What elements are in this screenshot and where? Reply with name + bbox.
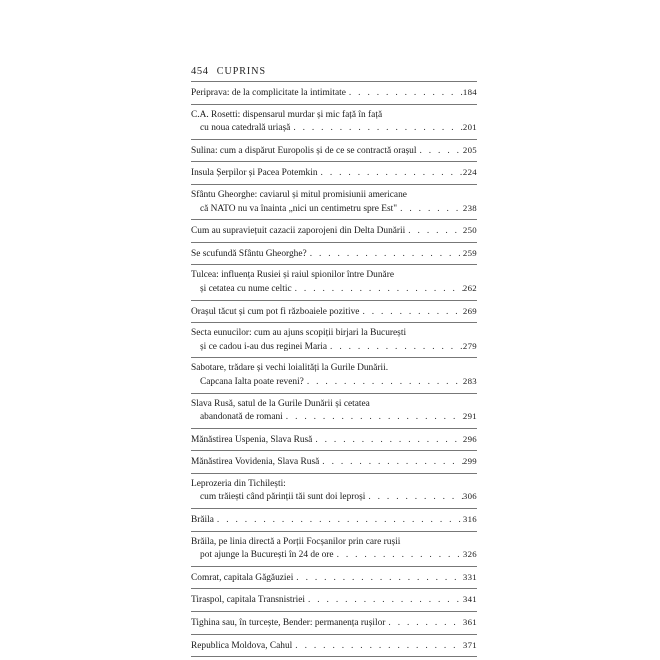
toc-entry-title-line: Tiraspol, capitala Transnistriei [191, 595, 305, 606]
dot-leader [416, 145, 462, 158]
toc-entry [191, 219, 477, 242]
section-title: CUPRINS [216, 66, 267, 77]
toc-entry [191, 322, 477, 357]
dot-leader [327, 341, 463, 354]
toc-entry-page-number: 259 [462, 247, 477, 258]
toc-entry-page-number: 279 [462, 340, 477, 351]
toc-entry-page-number: 361 [462, 617, 477, 628]
toc-entry-title-line: Leprozeria din Tichilești: [191, 478, 286, 489]
toc-entry-title-line: Tighina sau, în turcește, Bender: permanența rușilor [191, 618, 386, 629]
dot-leader [405, 225, 463, 238]
toc-entry [191, 81, 477, 104]
toc-entry-title-line: cum trăiești când părinții tăi sunt doi leproși [200, 492, 366, 503]
toc-entry-title-line: Mănăstirea Uspenia, Slava Rusă [191, 434, 313, 445]
toc-entry-title-line: că NATO nu va înainta „nici un centimetru spre Est" [200, 203, 398, 214]
toc-entry-page-number: 205 [462, 144, 477, 155]
dot-leader [397, 203, 463, 216]
toc-entry [191, 588, 477, 611]
dot-leader [292, 283, 463, 296]
toc-entry-title-line: Sfântu Gheorghe: caviarul și mitul promisiunii americane [191, 189, 407, 200]
toc-entry [191, 611, 477, 634]
toc-entry [191, 531, 477, 566]
toc-entry [191, 473, 477, 508]
toc-entry-title-line: Brăila [191, 515, 214, 526]
toc-entry-title-line: Sabotare, trădare și vechi loialități la Gurile Dunării. [191, 363, 389, 374]
toc-entry-page-number: 341 [462, 594, 477, 605]
toc-entry [191, 508, 477, 531]
dot-leader [283, 411, 463, 424]
toc-entry-title-line: C.A. Rosetti: dispensarul murdar și mic față în față [191, 109, 383, 120]
toc-entry [191, 357, 477, 392]
dot-leader [305, 594, 463, 607]
toc-entry [191, 139, 477, 162]
toc-entry-page-number: 331 [462, 571, 477, 582]
toc-entry-title-line: Slava Rusă, satul de la Gurile Dunării și cetatea [191, 398, 370, 409]
toc-entry [191, 634, 477, 658]
toc-entry-page-number: 250 [462, 225, 477, 236]
toc-entry-title-line: Secta eunucilor: cum au ajuns scopiții birjari la București [191, 328, 407, 339]
toc-entry [191, 393, 477, 428]
dot-leader [346, 87, 463, 100]
toc-entry-page-number: 283 [462, 375, 477, 386]
toc-entry [191, 264, 477, 299]
toc-entry [191, 184, 477, 219]
toc-entry-title-line: Comrat, capitala Găgăuziei [191, 572, 294, 583]
toc-entry-title-line: și cetatea cu nume celtic [200, 283, 292, 294]
dot-leader [290, 122, 463, 135]
dot-leader [304, 376, 463, 389]
toc-entry-page-number: 269 [462, 305, 477, 316]
toc-entry-page-number: 238 [462, 202, 477, 213]
toc-entry-page-number: 371 [462, 639, 477, 650]
toc-entry-page-number: 326 [462, 549, 477, 560]
toc-entry-title-line: Tulcea: influența Rusiei și raiul spionilor între Dunăre [191, 270, 394, 281]
toc-entry-title-line: Orașul tăcut și cum pot fi războaiele pozitive [191, 306, 360, 317]
toc-entry-page-number: 262 [462, 282, 477, 293]
toc-entry-title-line: Cum au supraviețuit cazacii zaporojeni din Delta Dunării [191, 226, 406, 237]
dot-leader [385, 617, 462, 630]
toc-entry [191, 450, 477, 473]
dot-leader [365, 491, 463, 504]
dot-leader [312, 434, 463, 447]
toc-entry-title-line: Capcana Ialta poate reveni? [200, 376, 304, 387]
table-of-contents [191, 81, 477, 657]
toc-entry [191, 161, 477, 184]
toc-entry-page-number: 184 [462, 87, 477, 97]
toc-entry-title-line: cu noua catedrală uriașă [200, 123, 291, 134]
toc-entry [191, 242, 477, 265]
toc-entry-title-line: Periprava: de la complicitate la intimitate [191, 88, 346, 98]
dot-leader [334, 549, 463, 562]
dot-leader [214, 514, 463, 527]
toc-entry-page-number: 306 [462, 491, 477, 502]
toc-entry-title-line: Mănăstirea Vovidenia, Slava Rusă [191, 457, 320, 468]
page-number: 454 [191, 66, 209, 77]
dot-leader [292, 640, 463, 653]
toc-entry-page-number: 296 [462, 433, 477, 444]
toc-entry-page-number: 316 [462, 514, 477, 525]
toc-entry-title-line: Brăila, pe linia directă a Porții Focșanilor prin care rușii [191, 536, 401, 547]
running-head [191, 66, 266, 77]
dot-leader [293, 572, 463, 585]
dot-leader [359, 306, 462, 319]
toc-entry-title-line: Se scufundă Sfântu Gheorghe? [191, 248, 307, 259]
toc-entry-page-number: 299 [462, 456, 477, 467]
dot-leader [307, 248, 463, 261]
toc-entry-page-number: 201 [462, 122, 477, 133]
toc-entry [191, 428, 477, 451]
toc-entry-title-line: abandonată de romani [200, 412, 283, 423]
toc-entry-title-line: Republica Moldova, Cahul [191, 640, 293, 651]
toc-entry [191, 104, 477, 139]
toc-entry [191, 300, 477, 323]
toc-entry-title-line: Insula Șerpilor și Pacea Potemkin [191, 168, 318, 179]
dot-leader [318, 167, 463, 180]
toc-entry-title-line: și ce cadou i-au dus reginei Maria [200, 341, 328, 352]
toc-entry-title-line: pot ajunge la București în 24 de ore [200, 550, 334, 561]
toc-entry-title-line: Sulina: cum a dispărut Europolis și de ce se contractă orașul [191, 145, 417, 156]
dot-leader [319, 456, 463, 469]
toc-entry [191, 566, 477, 589]
toc-entry-page-number: 291 [462, 411, 477, 422]
toc-entry-page-number: 224 [462, 167, 477, 178]
